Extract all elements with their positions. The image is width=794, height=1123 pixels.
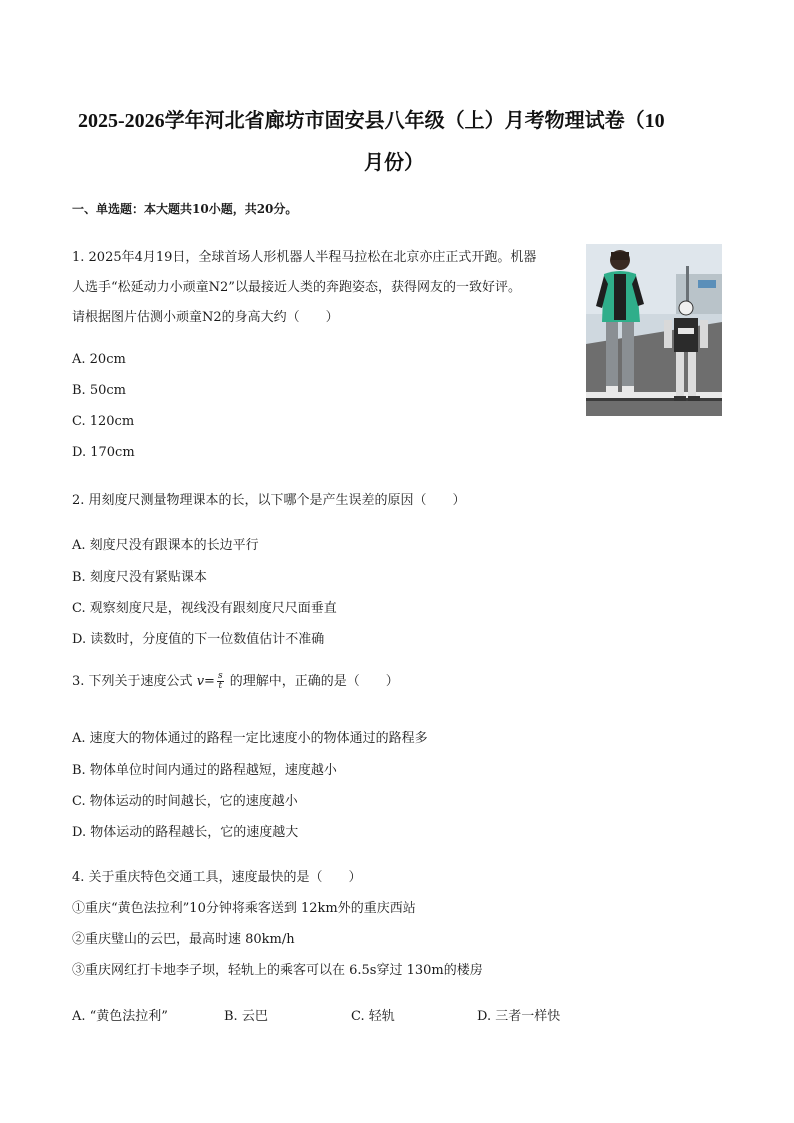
q2-option-a: A. 刻度尺没有跟课本的长边平行 <box>72 538 259 553</box>
q3-stem <box>72 670 399 691</box>
q4-stem-line-4: ③重庆网红打卡地李子坝，轻轨上的乘客可以在 6.5s穿过 130m的楼房 <box>72 963 483 978</box>
q3-option-a: A. 速度大的物体通过的路程一定比速度小的物体通过的路程多 <box>72 731 428 746</box>
q3-option-b: B. 物体单位时间内通过的路程越短，速度越小 <box>72 763 337 778</box>
q4-option-b: B. 云巴 <box>224 1009 268 1024</box>
q1-stem-line-1: 1. 2025年4月19日，全球首场人形机器人半程马拉松在北京亦庄正式开跑。机器 <box>72 250 537 265</box>
q3-option-d: D. 物体运动的路程越长，它的速度越大 <box>72 825 299 840</box>
q4-option-d: D. 三者一样快 <box>477 1009 561 1024</box>
q1-option-d: D. 170cm <box>72 445 135 460</box>
q1-option-c: C. 120cm <box>72 414 135 429</box>
formula-denominator: t <box>218 681 223 691</box>
marathon-robot-photo <box>586 244 722 416</box>
section-heading: 一、单选题：本大题共10小题，共20分。 <box>72 202 298 216</box>
q4-stem-line-3: ②重庆璧山的云巴，最高时速 80km/h <box>72 932 295 947</box>
q4-stem-line-2: ①重庆“黄色法拉利”10分钟将乘客送到 12km外的重庆西站 <box>72 901 416 916</box>
q1-option-b: B. 50cm <box>72 383 126 398</box>
formula-lhs: v= <box>196 674 215 689</box>
speed-formula <box>196 671 230 691</box>
q3-option-c: C. 物体运动的时间越长，它的速度越小 <box>72 794 298 809</box>
title-line-2: 月份） <box>364 152 424 174</box>
q3-stem-prefix: 3. 下列关于速度公式 <box>72 674 193 689</box>
q1-option-a: A. 20cm <box>72 352 126 367</box>
formula-numerator: s <box>217 671 223 681</box>
q4-stem-line-1: 4. 关于重庆特色交通工具，速度最快的是（ ） <box>72 870 362 885</box>
q4-option-c: C. 轻轨 <box>351 1009 395 1024</box>
q2-stem: 2. 用刻度尺测量物理课本的长，以下哪个是产生误差的原因（ ） <box>72 493 466 508</box>
title-line-1: 2025-2026学年河北省廊坊市固安县八年级（上）月考物理试卷（10 <box>78 110 665 132</box>
q2-option-d: D. 读数时，分度值的下一位数值估计不准确 <box>72 632 325 647</box>
q1-stem-line-2: 人选手“松延动力小顽童N2”以最接近人类的奔跑姿态，获得网友的一致好评。 <box>72 280 521 295</box>
q2-option-b: B. 刻度尺没有紧贴课本 <box>72 570 207 585</box>
formula-fraction <box>217 672 224 691</box>
q4-option-a: A. “黄色法拉利” <box>72 1009 168 1024</box>
q3-stem-suffix: 的理解中，正确的是（ ） <box>229 674 399 689</box>
q2-option-c: C. 观察刻度尺是，视线没有跟刻度尺尺面垂直 <box>72 601 337 616</box>
q1-stem-line-3: 请根据图片估测小顽童N2的身高大约（ ） <box>72 310 339 325</box>
